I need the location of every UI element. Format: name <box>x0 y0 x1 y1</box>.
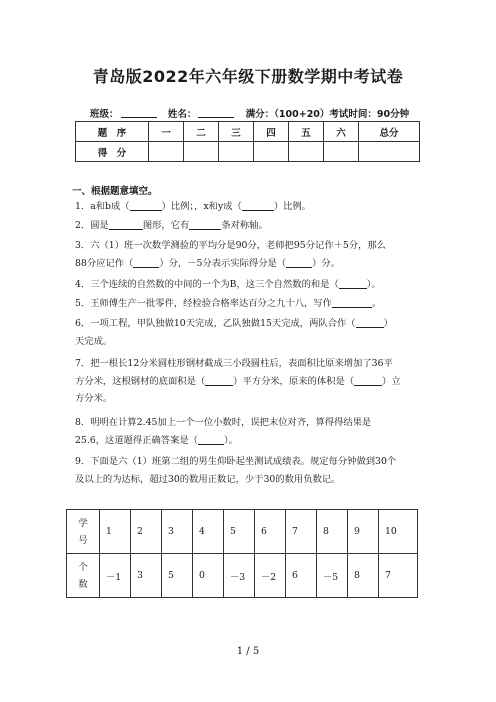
question-4 <box>75 276 420 294</box>
answer-blank <box>189 229 221 230</box>
q8-line-1: 8．明明在计算2.45加上一个一位小数时，误把末位对齐，算得得结果是 <box>75 417 372 428</box>
class-blank <box>121 117 157 118</box>
score-table <box>75 121 420 162</box>
table-cell: 2 <box>131 510 162 554</box>
row-label-char: 号 <box>78 534 88 546</box>
question-5 <box>75 295 420 313</box>
answer-blank <box>133 267 159 268</box>
q7-text-b: ）平方分米，原来的体积是（ <box>233 375 355 387</box>
q8-line-2 <box>75 432 420 450</box>
q2-text-c: 条对称轴。 <box>221 220 268 231</box>
score-header-cell: 题 序 <box>76 122 149 142</box>
q7-line-2 <box>75 373 420 391</box>
score-cell <box>324 142 359 162</box>
q7-text-a: 方分米，这根钢材的底面积是（ <box>75 375 206 387</box>
table-cell: 10 <box>379 510 418 554</box>
q6-text-b: ） <box>383 318 393 329</box>
q3-text-a: 88分应记作（ <box>75 257 134 269</box>
table-cell: 3 <box>162 510 193 554</box>
question-3 <box>75 237 420 272</box>
question-1 <box>75 198 420 216</box>
q6-line-2: 天完成。 <box>75 335 113 347</box>
table-cell: －2 <box>255 554 286 598</box>
exam-title: 青岛版2022年六年级下册数学期中考试卷 <box>92 67 404 86</box>
q4-text-a: 4．三个连续的自然数的中间的一个为B，这三个自然数的和是（ <box>75 279 339 290</box>
score-header-cell: 三 <box>219 122 254 142</box>
table-cell: －5 <box>317 554 348 598</box>
answer-blank <box>198 444 224 445</box>
score-header-cell: 二 <box>184 122 219 142</box>
q6-text-a: 6．一项工程，甲队独做10天完成，乙队独做15天完成，两队合作（ <box>75 318 356 329</box>
q6-line-1 <box>75 315 420 333</box>
table-cell: 4 <box>193 510 224 554</box>
answer-blank <box>205 385 233 386</box>
score-header-cell: 总分 <box>359 122 420 142</box>
score-cell <box>219 142 254 162</box>
table-cell: 6 <box>255 510 286 554</box>
table-cell: 0 <box>193 554 224 598</box>
score-row-label: 得 分 <box>76 142 149 162</box>
table-cell: 7 <box>379 554 418 598</box>
situp-results-table <box>66 509 418 598</box>
row-label-char: 学 <box>78 517 88 529</box>
question-7 <box>75 355 420 408</box>
q1-text-c: ）比例。 <box>273 201 312 212</box>
question-8 <box>75 414 420 449</box>
table-cell: 3 <box>131 554 162 598</box>
q3-line-1: 3．六（1）班一次数学测验的平均分是90分，老师把95分记作＋5分，那么 <box>75 240 387 251</box>
answer-blank <box>130 210 162 211</box>
q5-text-a: 5．王师傅生产一批零件，经检验合格率达百分之九十八，写作 <box>75 298 332 309</box>
table-row <box>67 510 418 554</box>
info-line <box>90 106 430 120</box>
score-header-cell: 五 <box>289 122 324 142</box>
score-table-row <box>76 142 420 162</box>
q2-text-a: 2．圆是 <box>75 220 109 231</box>
table-cell: 9 <box>348 510 379 554</box>
q7-line-3: 方分米。 <box>75 393 113 404</box>
answer-blank <box>109 229 143 230</box>
score-cell <box>359 142 420 162</box>
name-blank <box>198 117 234 118</box>
table-cell: 8 <box>317 510 348 554</box>
page-number: 1 / 5 <box>236 646 260 657</box>
answer-blank <box>354 385 382 386</box>
answer-blank <box>286 267 312 268</box>
answer-blank <box>332 307 372 308</box>
q7-line-1: 7．把一根长12分米圆柱形钢材截成三小段圆柱后，表面积比原来增加了36平 <box>75 358 393 369</box>
class-label: 班级： <box>90 109 119 120</box>
row-label-count <box>67 554 100 598</box>
row-label-char: 个 <box>78 561 88 573</box>
q1-text-b: ）比例；，x和y成（ <box>161 201 242 212</box>
score-cell <box>289 142 324 162</box>
question-6 <box>75 315 420 350</box>
table-cell: 7 <box>286 510 317 554</box>
answer-blank <box>339 288 367 289</box>
q9-line-1: 9．下面是六（1）班第二组的男生仰卧起坐测试成绩表。规定每分钟做到30个 <box>75 456 397 467</box>
answer-blank <box>242 210 274 211</box>
table-cell: 5 <box>224 510 255 554</box>
score-cell <box>184 142 219 162</box>
section-heading-1: 一、根据题意填空。 <box>72 186 158 197</box>
name-label: 姓名： <box>167 109 197 120</box>
score-header-cell: 六 <box>324 122 359 142</box>
score-header-cell: 一 <box>149 122 184 142</box>
q8-text-a: 25.6，这道题得正确答案是（ <box>75 434 198 446</box>
q7-text-c: ）立 <box>382 375 401 387</box>
table-row <box>67 554 418 598</box>
q5-text-b: 。 <box>371 298 382 309</box>
q3-text-c: ）分。 <box>312 257 341 269</box>
score-table-header-row <box>76 122 420 142</box>
answer-blank <box>356 327 384 328</box>
row-label-number <box>67 510 100 554</box>
question-2 <box>75 217 420 235</box>
q3-text-b: ）分，－5分表示实际得分是（ <box>159 257 287 269</box>
q9-line-2: 及以上的为达标，超过30的数用正数记，少于30的数用负数记。 <box>75 473 341 485</box>
q1-text-a: 1．a和b成（ <box>75 201 130 212</box>
q2-text-b: 图形，它有 <box>142 220 190 231</box>
row-label-char: 数 <box>78 578 88 590</box>
score-cell <box>254 142 289 162</box>
q3-line-2 <box>75 255 420 273</box>
table-cell: 1 <box>100 510 131 554</box>
table-cell: －3 <box>224 554 255 598</box>
score-cell <box>149 142 184 162</box>
table-cell: －1 <box>100 554 131 598</box>
table-cell: 8 <box>348 554 379 598</box>
question-9 <box>75 453 420 488</box>
score-header-cell: 四 <box>254 122 289 142</box>
score-time-label: 满分：（100+20）考试时间：90分钟 <box>245 109 410 120</box>
q8-text-b: ）。 <box>223 434 238 446</box>
table-cell: 6 <box>286 554 317 598</box>
q4-text-b: ）。 <box>366 279 381 290</box>
table-cell: 5 <box>162 554 193 598</box>
